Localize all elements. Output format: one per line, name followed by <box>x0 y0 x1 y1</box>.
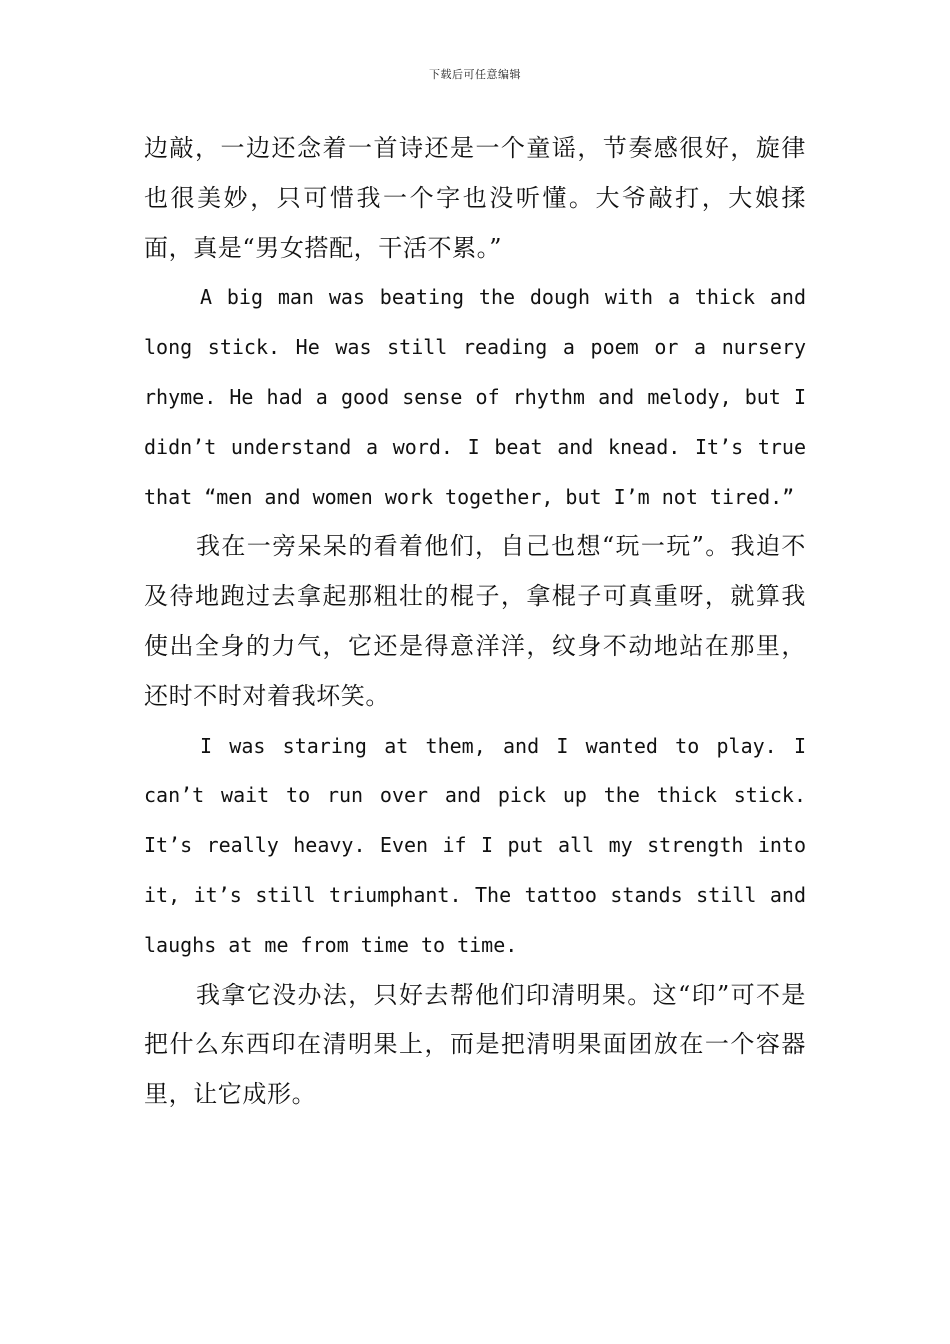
document-body <box>144 124 806 1120</box>
paragraph-chinese-2: 我在一旁呆呆的看着他们，自己也想“玩一玩”。我迫不及待地跑过去拿起那粗壮的棍子，拿棍子可真重呀，就算我使出全身的力气，它还是得意洋洋，纹身不动地站在那里，还时不时对着我坏笑。 <box>144 532 806 710</box>
paragraph-english-1: A big man was beating the dough with a thick and long stick. He was still reading a poem or a nursery rhyme. He had a good sense of rhythm and melody, but I didn’t understand a word. I beat and knead. It’s true that “men and women work together, but I’m not tired.” <box>144 285 806 509</box>
page-header: 下载后可任意编辑 <box>429 68 521 81</box>
paragraph-chinese-3: 我拿它没办法，只好去帮他们印清明果。这“印”可不是把什么东西印在清明果上，而是把清明果面团放在一个容器里，让它成形。 <box>144 980 806 1109</box>
paragraph-chinese-1: 边敲，一边还念着一首诗还是一个童谣，节奏感很好，旋律也很美妙，只可惜我一个字也没听懂。大爷敲打，大娘揉面，真是“男女搭配，干活不累。” <box>144 134 806 262</box>
paragraph-english-2: I was staring at them, and I wanted to play. I can’t wait to run over and pick up the thick stick. It’s really heavy. Even if I put all my strength into it, it’s still triumphant. The tattoo stands still and laughs at me from time to time. <box>144 733 806 957</box>
